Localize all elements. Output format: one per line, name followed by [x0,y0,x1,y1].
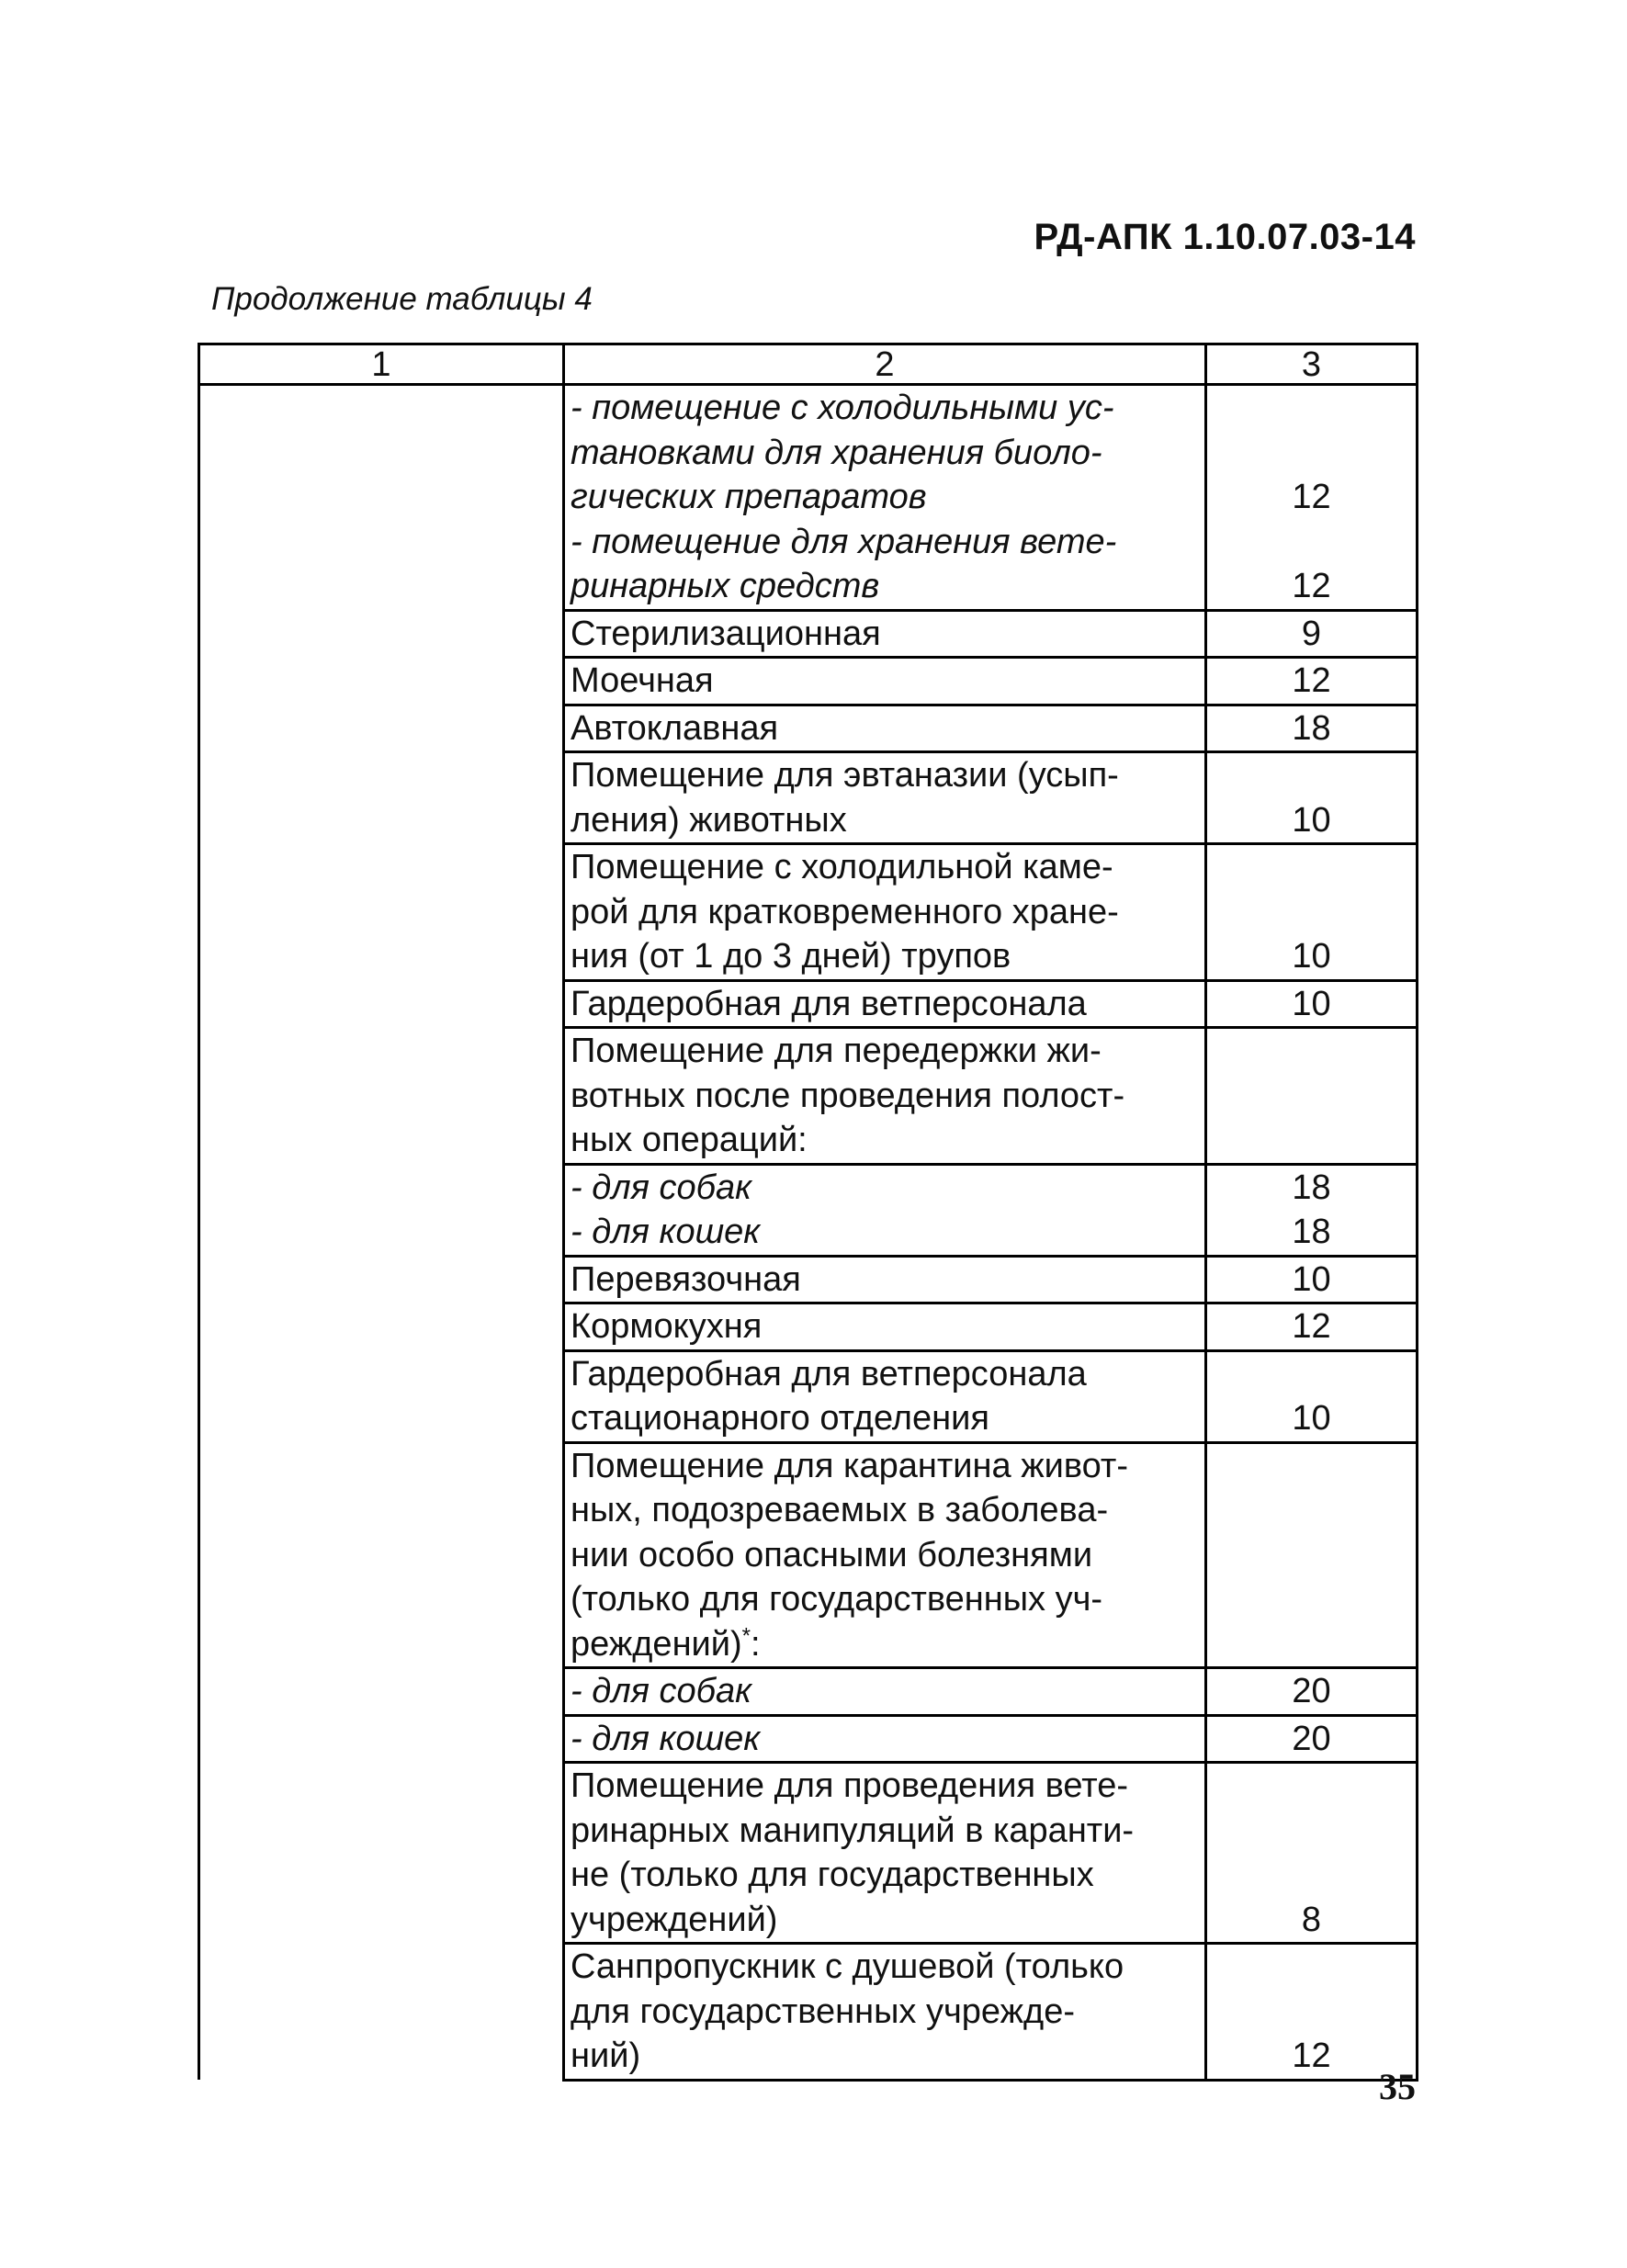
cell-room-name [564,1442,1206,1668]
cell-value [1206,980,1418,1028]
room-name-line: Помещение для эвтаназии (усып- [571,756,1119,795]
cell-room-name [564,1028,1206,1165]
cell-value [1206,1256,1418,1303]
cell-value [1206,385,1418,611]
room-name-line: нии особо опасными болезнями [571,1535,1093,1574]
value-line: 18 [1292,1213,1331,1251]
room-name-line: Кормокухня [571,1307,763,1346]
cell-value [1206,1028,1418,1165]
value-line: 12 [1292,478,1331,516]
table-row [199,1944,1418,2081]
cell-room-name [564,980,1206,1028]
cell-col1 [199,658,564,705]
table-row [199,980,1418,1028]
table-caption: Продолжение таблицы 4 [211,281,593,317]
cell-value [1206,1303,1418,1351]
cell-value [1206,844,1418,981]
table-row [199,1303,1418,1351]
room-name-line: ных операций: [571,1121,808,1159]
value-line [1213,431,1410,476]
room-name-line: не (только для государственных [571,1856,1094,1894]
room-name-line: стационарного отделения [571,1399,989,1438]
cell-value [1206,1944,1418,2081]
room-name-line: - помещение для хранения вете- [571,522,1117,561]
cell-room-name [564,752,1206,844]
room-name-line: Помещение для карантина живот- [571,1446,1128,1485]
cell-value [1206,1668,1418,1716]
cell-value [1206,1763,1418,1944]
cell-value [1206,658,1418,705]
cell-room-name [564,1256,1206,1303]
cell-col1 [199,980,564,1028]
cell-col1 [199,1763,564,1944]
cell-col1 [199,1303,564,1351]
room-name-line: рой для кратковременного хране- [571,892,1119,931]
room-name-line: - для собак [571,1168,752,1207]
cell-value [1206,1350,1418,1442]
cell-value [1206,610,1418,658]
room-name-line: Моечная [571,661,714,700]
room-name-line: Помещение с холодильной каме- [571,848,1113,886]
room-name-line: Санпропускник с душевой (только [571,1947,1124,1986]
cell-value [1206,1442,1418,1668]
cell-room-name [564,658,1206,705]
value-line [1213,520,1410,565]
table-row [199,385,1418,611]
cell-col1 [199,1668,564,1716]
cell-col1 [199,1715,564,1763]
value-line: 10 [1292,1399,1331,1438]
cell-room-name [564,610,1206,658]
room-name-line: Стерилизационная [571,614,881,653]
table-row [199,1668,1418,1716]
table-row [199,1715,1418,1763]
room-name-line: ных, подозреваемых в заболева- [571,1491,1109,1529]
room-name-line: - помещение с холодильными ус- [571,389,1114,427]
cell-col1 [199,844,564,981]
cell-room-name [564,1164,1206,1256]
cell-room-name [564,385,1206,611]
value-line: 12 [1292,567,1331,605]
table-row [199,1028,1418,1165]
room-name-line: Помещение для проведения вете- [571,1766,1129,1805]
footnote-marker: * [741,1622,751,1648]
room-name-line: Перевязочная [571,1259,801,1299]
table-row [199,1763,1418,1944]
cell-room-name [564,844,1206,981]
room-name-line: учреждений) [571,1900,778,1939]
cell-value [1206,1164,1418,1256]
table-row [199,1256,1418,1303]
room-name-line: Автоклавная [571,708,779,748]
cell-col1 [199,1256,564,1303]
data-table [198,343,1418,2082]
cell-value [1206,705,1418,752]
room-name-line: реждений)*: [571,1622,761,1664]
page-number: 35 [1379,2066,1416,2107]
room-name-line: ринарных средств [571,567,880,605]
cell-col1 [199,1350,564,1442]
column-header-1: 1 [199,344,564,385]
value-line: 9 [1301,614,1322,653]
cell-col1 [199,752,564,844]
table-header-row [199,344,1418,385]
value-line [1213,386,1410,431]
value-line: 20 [1292,1719,1331,1758]
room-name-line: ринарных манипуляций в каранти- [571,1811,1135,1850]
value-line: 20 [1292,1672,1331,1710]
room-name-line: ний) [571,2037,641,2075]
room-name-line: Гардеробная для ветперсонала [571,984,1087,1023]
value-line: 10 [1292,984,1331,1023]
cell-col1 [199,705,564,752]
value-line: 10 [1292,800,1331,840]
cell-col1 [199,1164,564,1256]
column-header-3: 3 [1206,344,1418,385]
table-row [199,752,1418,844]
column-header-2: 2 [564,344,1206,385]
value-line: 10 [1292,937,1331,976]
value-line: 12 [1292,1307,1331,1346]
value-line: 12 [1292,2037,1331,2075]
cell-value [1206,1715,1418,1763]
room-name-line: гических препаратов [571,478,927,516]
room-name-line: ления) животных [571,800,847,840]
cell-room-name [564,1944,1206,2081]
room-name-line: Помещение для передержки жи- [571,1032,1102,1070]
room-name-line: вотных после проведения полост- [571,1076,1125,1115]
cell-room-name [564,1668,1206,1716]
table-row [199,705,1418,752]
cell-value [1206,752,1418,844]
room-name-line: (только для государственных уч- [571,1580,1103,1619]
table-row [199,1442,1418,1668]
cell-col1 [199,1944,564,2081]
cell-room-name [564,705,1206,752]
cell-room-name [564,1350,1206,1442]
room-name-line: тановками для хранения биоло- [571,433,1102,472]
room-name-line: - для собак [571,1672,752,1710]
room-name-line: - для кошек [571,1213,761,1251]
value-line: 10 [1292,1259,1331,1299]
table-row [199,1350,1418,1442]
cell-room-name [564,1715,1206,1763]
room-name-line: - для кошек [571,1719,761,1758]
room-name-line: для государственных учрежде- [571,1992,1075,2031]
cell-room-name [564,1763,1206,1944]
table-row [199,844,1418,981]
cell-col1 [199,1442,564,1668]
cell-col1 [199,385,564,611]
value-line: 18 [1292,1168,1331,1207]
value-line: 18 [1292,708,1331,748]
room-name-line: ния (от 1 до 3 дней) трупов [571,937,1011,976]
cell-col1 [199,610,564,658]
value-line: 8 [1301,1900,1322,1939]
table-row [199,610,1418,658]
document-code: РД-АПК 1.10.07.03-14 [1034,217,1416,257]
cell-col1 [199,1028,564,1165]
table-row [199,1164,1418,1256]
room-name-line: Гардеробная для ветперсонала [571,1354,1087,1394]
table-row [199,658,1418,705]
value-line: 12 [1292,661,1331,700]
cell-room-name [564,1303,1206,1351]
